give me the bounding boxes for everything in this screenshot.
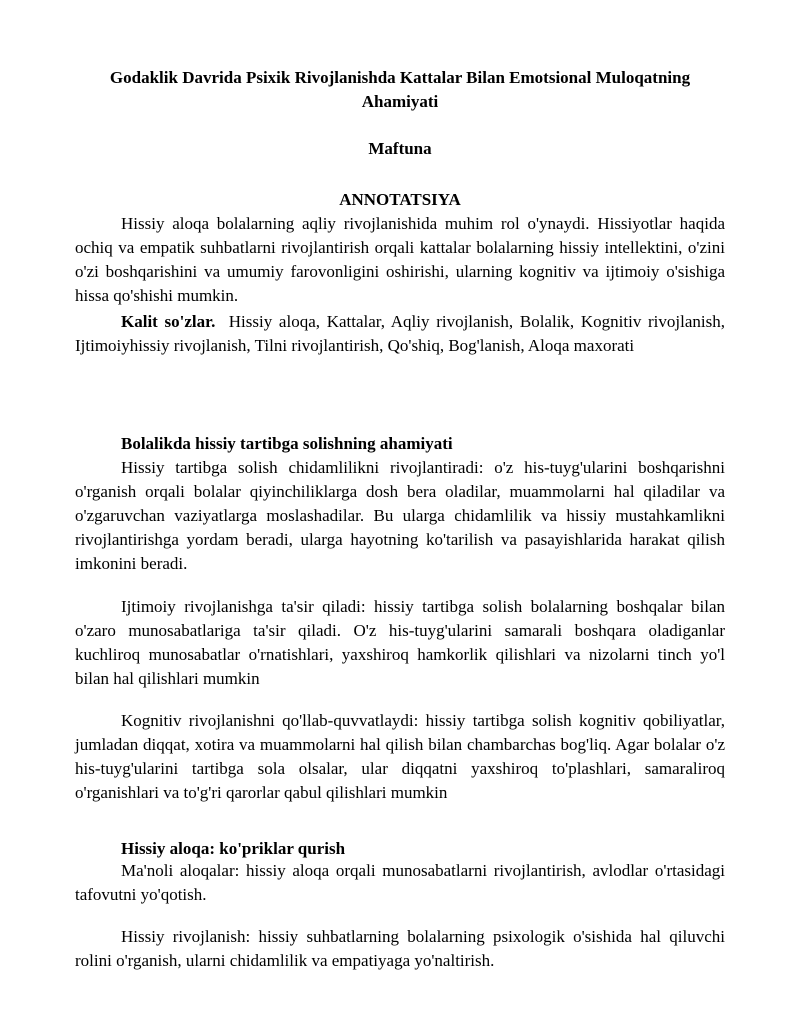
section-heading-emotional-connection: Hissiy aloqa: ko'priklar qurish [121,839,346,858]
annotation-text: Hissiy aloqa bolalarning aqliy rivojlanishida muhim rol o'ynaydi. Hissiyotlar haqida ochiq va empatik suhbatlarni rivojlantirish orqali kattalar bolalarning hissiy intellektini, o'zini o'zi boshqarishini va umumiy farovonligini oshirishi, ularning kognitiv va ijtimoiy o'sishiga hissa qo'shishi mumkin. [75,214,725,305]
keywords-paragraph [75,310,725,358]
keywords-text: Hissiy aloqa, Kattalar, Aqliy rivojlanish, Bolalik, Kognitiv rivojlanish, Ijtimoiyhissiy rivojlanish, Tilni rivojlantirish, Qo'shiq, Bog'lanish, Aloqa maxorati [75,312,725,355]
section-heading-emotional-regulation: Bolalikda hissiy tartibga solishning ahamiyati [121,434,453,453]
section2-paragraph: Ma'noli aloqalar: hissiy aloqa orqali munosabatlarni rivojlantirish, avlodlar o'rtasidagi tafovutni yo'qotish. [75,861,725,904]
section1-paragraph: Ijtimoiy rivojlanishga ta'sir qiladi: hissiy tartibga solish bolalarning boshqalar bilan o'zaro munosabatlariga ta'sir qiladi. O'z his-tuyg'ularini samarali boshqara oladiganlar kuchliroq munosabatlar o'rnatishlari, yaxshiroq hamkorlik qilishlari va nizolarni tinch yo'l bilan hal qilishlari mumkin [75,597,725,688]
author-name: Maftuna [368,139,432,158]
section2-paragraph: Hissiy rivojlanish: hissiy suhbatlarning bolalarning psixologik o'sishida hal qiluvchi rolini o'rganish, ularni chidamlilik va empatiyaga yo'naltirish. [75,927,725,970]
keywords-label: Kalit so'zlar. [121,312,216,331]
annotation-heading: ANNOTATSIYA [339,190,461,209]
paper-title: Godaklik Davrida Psixik Rivojlanishda Kattalar Bilan Emotsional Muloqatning Ahamiyati [109,68,691,111]
section1-paragraph: Kognitiv rivojlanishni qo'llab-quvvatlaydi: hissiy tartibga solish kognitiv qobiliyatlar, jumladan diqqat, xotira va muammolarni hal qilish bilan chambarchas bog'liq. Agar bolalar o'z his-tuyg'ularini tartibga sola olsalar, ular diqqatni yaxshiroq to'plashlari, samaraliroq o'rganishlari va to'g'ri qarorlar qabul qilishlari mumkin [75,711,725,802]
section1-paragraph: Hissiy tartibga solish chidamlilikni rivojlantiradi: o'z his-tuyg'ularini boshqarishni o'rganish orqali bolalar qiyinchiliklarga dosh bera oladilar, muammolarni hal qiladilar va o'zgaruvchan vaziyatlarga moslashadilar. Bu ularga chidamlilik va hissiy mustahkamlikni rivojlantirishga yordam beradi, ularga hayotning ko'tarilish va pasayishlarida harakat qilish imkonini beradi. [75,458,725,573]
